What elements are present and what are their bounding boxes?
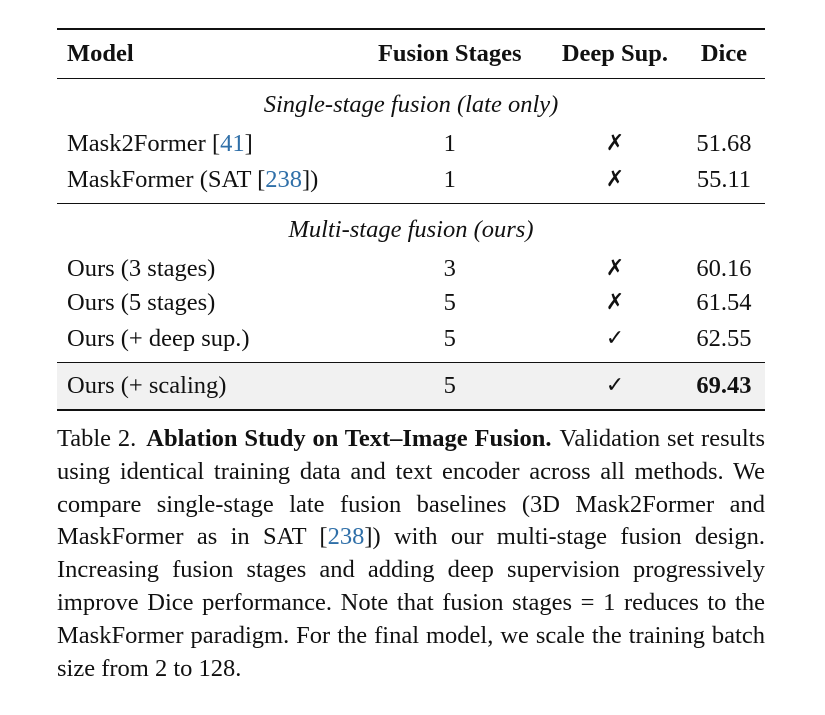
fusion-stages-cell: 1	[443, 165, 456, 193]
model-cell: Ours (5 stages)	[67, 288, 216, 316]
model-cell	[57, 161, 353, 204]
header-fusion-stages: Fusion Stages	[353, 29, 547, 79]
model-cell	[57, 127, 353, 161]
model-name: Mask2Former [	[67, 129, 221, 157]
ablation-table-container	[57, 28, 765, 411]
fusion-stages-cell: 1	[443, 129, 456, 157]
table-row	[57, 252, 765, 286]
table-body	[57, 79, 765, 411]
header-dice: Dice	[683, 29, 765, 79]
cross-mark-icon: ✗	[605, 290, 625, 315]
table-row	[57, 127, 765, 161]
caption-body: Validation set results using identical training data and text encoder across all methods. We compare single-stage late fusion baselines (3D Mask2Former and MaskFormer as in SAT [	[57, 425, 766, 551]
section-heading-single-stage	[57, 79, 765, 128]
dice-cell: 62.55	[696, 324, 752, 352]
citation-link[interactable]: 41	[220, 129, 245, 157]
caption-title: Ablation Study on Text–Image Fusion.	[146, 425, 552, 452]
caption-label: Table 2.	[57, 425, 137, 452]
fusion-stages-cell: 5	[443, 288, 456, 316]
final-result-row	[57, 363, 765, 411]
dice-cell: 51.68	[696, 129, 752, 157]
citation-link[interactable]: 238	[327, 523, 365, 551]
fusion-stages-cell: 5	[443, 324, 456, 352]
ablation-table	[57, 28, 765, 411]
check-mark-icon: ✓	[605, 326, 625, 351]
table-row	[57, 320, 765, 363]
header-row	[57, 29, 765, 79]
table-caption	[57, 423, 765, 685]
cross-mark-icon: ✗	[605, 167, 625, 192]
cross-mark-icon: ✗	[605, 131, 625, 156]
header-model: Model	[57, 29, 353, 79]
fusion-stages-cell: 3	[443, 254, 456, 282]
model-cell: Ours (+ scaling)	[57, 363, 353, 411]
model-cell: Ours (+ deep sup.)	[67, 324, 250, 352]
section-title: Single-stage fusion (late only)	[263, 90, 559, 118]
check-mark-icon: ✓	[547, 363, 683, 411]
table-row	[57, 161, 765, 204]
model-cell: Ours (3 stages)	[67, 254, 216, 282]
table-row	[57, 286, 765, 320]
dice-cell: 60.16	[696, 254, 752, 282]
dice-cell: 61.54	[696, 288, 752, 316]
cross-mark-icon: ✗	[605, 256, 625, 281]
citation-link[interactable]: 238	[265, 165, 303, 193]
table-header	[57, 29, 765, 79]
model-name-suffix: ]	[244, 129, 253, 157]
caption-body-continued: ]) with our multi-stage fusion design. Increasing fusion stages and adding deep supervision progressively improve Dice performance. Note that fusion stages = 1 reduces to the MaskFormer paradigm. For the final model, we scale the training batch size from 2 to 128.	[57, 523, 765, 682]
fusion-stages-cell: 5	[353, 363, 547, 411]
dice-cell: 55.11	[696, 165, 752, 193]
model-name: MaskFormer (SAT [	[67, 165, 266, 193]
model-name-suffix: ])	[302, 165, 319, 193]
section-title: Multi-stage fusion (ours)	[57, 204, 765, 253]
dice-cell-best: 69.43	[683, 363, 765, 411]
section-heading-multi-stage	[57, 204, 765, 253]
header-deep-sup: Deep Sup.	[547, 29, 683, 79]
